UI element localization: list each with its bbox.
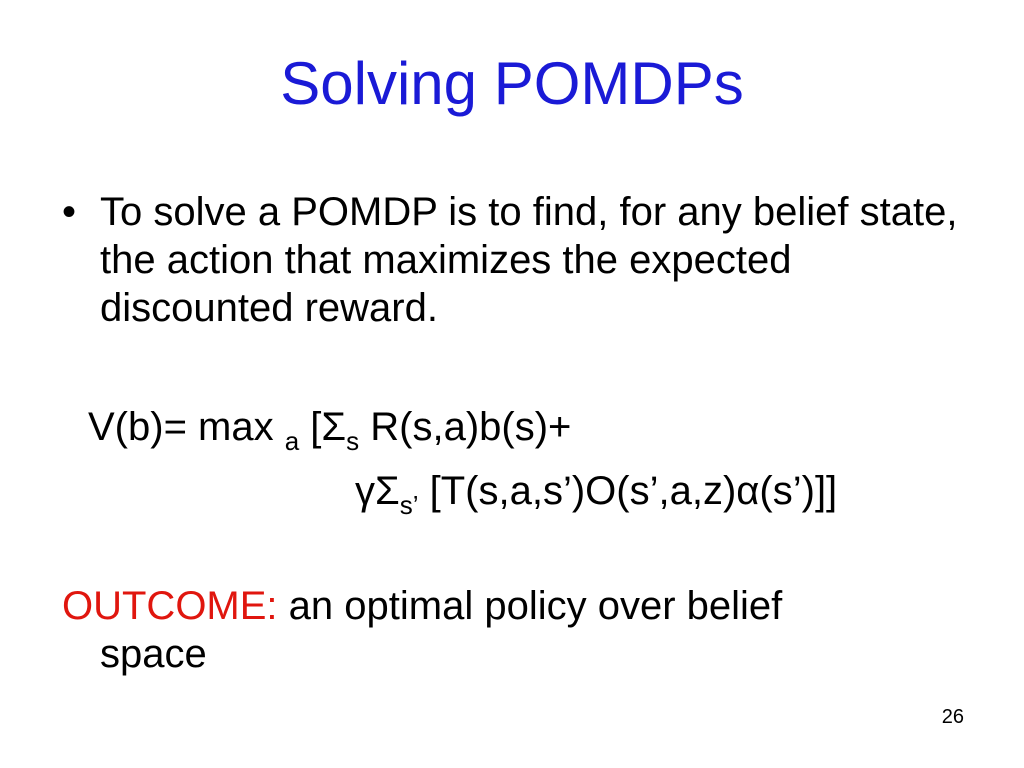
outcome-text-line-2: space: [100, 632, 207, 676]
formula-reward-term: R(s,a)b(s)+: [359, 405, 572, 449]
page-number: 26: [941, 706, 964, 728]
formula-line-2: [355, 467, 838, 520]
formula-subscript-a: a: [284, 426, 300, 456]
bullet-marker: •: [62, 190, 77, 234]
slide-title: Solving POMDPs: [280, 50, 744, 117]
bullet-text: To solve a POMDP is to find, for any belief state, the action that maximizes the expected discounted reward.: [100, 190, 958, 330]
formula-gamma-sigma: γΣ: [355, 469, 400, 513]
outcome-label: OUTCOME:: [62, 584, 278, 628]
formula-transition-term: [T(s,a,s’)O(s’,a,z)α(s’)]]: [418, 469, 838, 513]
formula-line-1: [88, 403, 572, 456]
formula-bracket-sigma: [Σ: [299, 405, 347, 449]
outcome-text-line-1: an optimal policy over belief: [277, 584, 783, 628]
outcome-statement: [62, 582, 962, 678]
bullet-item: [62, 188, 962, 332]
formula-v-max: V(b)= max: [88, 405, 285, 449]
formula-subscript-s: s: [346, 426, 360, 456]
formula-subscript-s-prime: s’: [399, 490, 419, 520]
